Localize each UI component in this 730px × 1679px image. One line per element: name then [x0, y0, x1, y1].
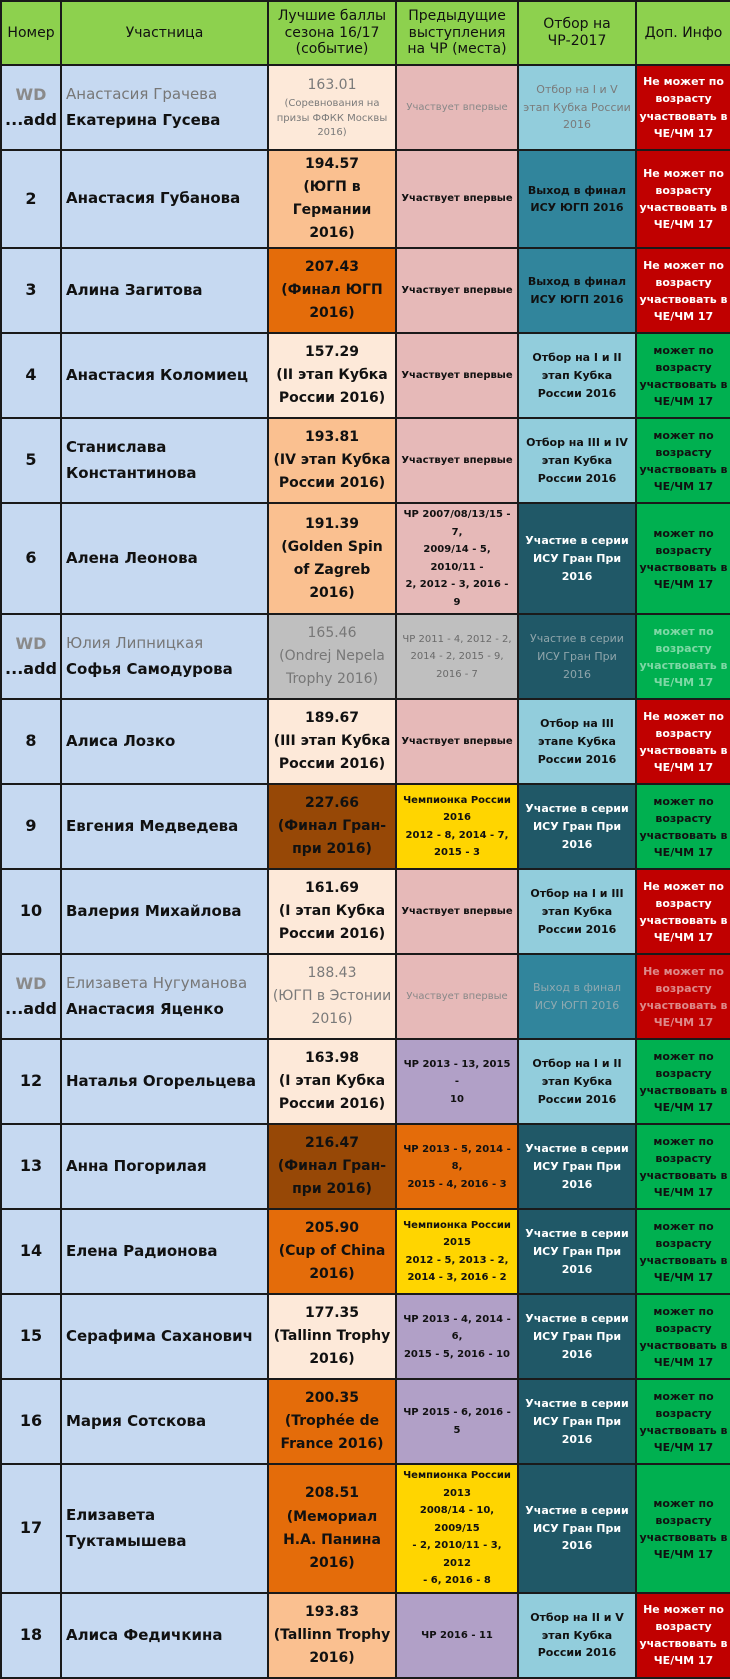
best-score-event: (Trophée de France 2016) [280, 1413, 384, 1453]
selection-cell [518, 418, 636, 503]
previous-results-line: - 2, 2010/11 - 3, 2012 [412, 1540, 502, 1569]
table-row [1, 248, 730, 333]
best-score-cell [268, 1039, 396, 1124]
participant-cell [61, 614, 268, 699]
extra-info-cell [636, 1039, 730, 1124]
extra-info-text: может по возрасту участвовать в ЧЕ/ЧМ 17 [639, 1304, 728, 1369]
previous-results-line: ЧР 2007/08/13/15 - 7, [403, 509, 511, 538]
best-score-cell [268, 1124, 396, 1209]
best-score-event: (I этап Кубка России 2016) [278, 903, 386, 943]
previous-results-line: 2008/14 - 10, 2009/15 [419, 1505, 495, 1534]
row-number-cell [1, 784, 61, 869]
row-number-cell [1, 418, 61, 503]
best-score-cell [268, 1593, 396, 1678]
selection-text: Отбор на III и IV этап Кубка России 2016 [526, 436, 628, 485]
best-score-value: 163.98 [304, 1050, 360, 1067]
selection-cell [518, 1039, 636, 1124]
table-row [1, 1464, 730, 1593]
participant-name: Анастасия Яценко [66, 999, 224, 1018]
best-score-value: 194.57 [304, 156, 360, 172]
extra-info-cell [636, 333, 730, 418]
participant-name: Анастасия Коломиец [66, 366, 248, 385]
best-score-event: (Мемориал Н.А. Панина 2016) [283, 1508, 381, 1571]
selection-text: Отбор на I и II этап Кубка России 2016 [532, 1057, 622, 1106]
best-score-cell [268, 333, 396, 418]
participant-cell [61, 1039, 268, 1124]
best-score-value: 165.46 [307, 625, 357, 642]
participant-cell [61, 1124, 268, 1209]
withdrawn-participant-name: Елизавета Нугуманова [66, 974, 248, 993]
participant-name: Екатерина Гусева [66, 110, 221, 129]
previous-results-line: ЧР 2013 - 13, 2015 - [403, 1058, 511, 1088]
previous-results-line: Участвует впервые [406, 101, 508, 113]
best-score-cell [268, 869, 396, 954]
best-score-event: (Соревнования на призы ФФКК Москвы 2016) [276, 98, 388, 139]
selection-text: Выход в финал ИСУ ЮГП 2016 [527, 275, 627, 306]
extra-info-text: Не может по возрасту участвовать в ЧЕ/ЧМ 17 [639, 258, 728, 323]
participant-cell [61, 1379, 268, 1464]
row-number: 4 [25, 365, 37, 385]
table-row [1, 1039, 730, 1124]
row-number: WD [15, 634, 47, 654]
extra-info-cell [636, 65, 730, 150]
selection-text: Отбор на II и V этап Кубка России 2016 [530, 1610, 624, 1660]
extra-info-cell [636, 1124, 730, 1209]
table-row [1, 1593, 730, 1678]
extra-info-text: может по возрасту участвовать в ЧЕ/ЧМ 17 [639, 1049, 728, 1114]
best-score-value: 177.35 [304, 1305, 360, 1322]
previous-results-line: ЧР 2015 - 6, 2016 - 5 [403, 1407, 511, 1436]
participant-name: Наталья Огорельцева [66, 1072, 256, 1091]
selection-cell [518, 1209, 636, 1294]
extra-info-text: может по возрасту участвовать в ЧЕ/ЧМ 17 [639, 526, 728, 591]
participant-cell [61, 333, 268, 418]
selection-text: Участие в серии ИСУ Гран При 2016 [525, 1504, 629, 1553]
previous-results-cell [396, 954, 518, 1039]
row-number-add: ...add [5, 658, 57, 678]
row-number: 8 [25, 731, 37, 751]
best-score-value: 200.35 [304, 1390, 360, 1407]
extra-info-text: Не может по возрасту участвовать в ЧЕ/ЧМ 17 [639, 75, 728, 140]
participant-cell [61, 248, 268, 333]
extra-info-cell [636, 1209, 730, 1294]
row-number: 5 [25, 450, 37, 470]
row-number: 12 [19, 1071, 43, 1091]
previous-results-line: Чемпионка России 2013 [403, 1470, 511, 1499]
participant-name: Станислава Константинова [66, 438, 197, 482]
previous-results-line: 2012 - 5, 2013 - 2, [405, 1254, 509, 1266]
extra-info-text: Не может по возрасту участвовать в ЧЕ/ЧМ 17 [639, 167, 728, 232]
withdrawn-participant-name: Анастасия Грачева [66, 85, 218, 103]
table-row [1, 954, 730, 1039]
best-score-event: (Финал ЮГП 2016) [281, 282, 383, 322]
selection-cell [518, 333, 636, 418]
selection-cell [518, 784, 636, 869]
best-score-value: 189.67 [304, 710, 360, 727]
best-score-cell [268, 1294, 396, 1379]
participant-name: Валерия Михайлова [66, 902, 242, 921]
participant-cell [61, 954, 268, 1039]
previous-results-cell [396, 418, 518, 503]
table-row [1, 1209, 730, 1294]
header-previous-results: Предыдущие выступления на ЧР (места) [396, 1, 518, 65]
participant-cell [61, 1464, 268, 1593]
extra-info-cell [636, 1379, 730, 1464]
previous-results-line: 2, 2012 - 3, 2016 - 9 [405, 579, 509, 608]
selection-text: Участие в серии ИСУ Гран При 2016 [525, 802, 629, 851]
extra-info-text: может по возрасту участвовать в ЧЕ/ЧМ 17 [639, 343, 728, 408]
previous-results-line: - 6, 2016 - 8 [423, 1575, 491, 1587]
selection-text: Выход в финал ИСУ ЮГП 2016 [532, 981, 622, 1012]
extra-info-text: может по возрасту участвовать в ЧЕ/ЧМ 17 [639, 794, 728, 859]
row-number-cell [1, 1464, 61, 1593]
best-score-cell [268, 954, 396, 1039]
previous-results-line: Участвует впервые [401, 455, 513, 467]
header-participant: Участница [61, 1, 268, 65]
selection-text: Участие в серии ИСУ Гран При 2016 [525, 534, 629, 583]
previous-results-line: Участвует впервые [401, 906, 513, 918]
best-score-value: 207.43 [304, 259, 360, 276]
participant-name: Анастасия Губанова [66, 189, 241, 208]
row-number: 14 [19, 1241, 43, 1261]
previous-results-cell [396, 248, 518, 333]
participant-cell [61, 150, 268, 248]
participant-cell [61, 784, 268, 869]
selection-cell [518, 150, 636, 248]
table-row [1, 784, 730, 869]
participant-cell [61, 1209, 268, 1294]
selection-cell [518, 869, 636, 954]
best-score-cell [268, 614, 396, 699]
row-number-cell [1, 869, 61, 954]
previous-results-line: Участвует впервые [401, 193, 513, 205]
extra-info-text: Не может по возрасту участвовать в ЧЕ/ЧМ 17 [639, 1603, 728, 1668]
extra-info-text: может по возрасту участвовать в ЧЕ/ЧМ 17 [639, 1134, 728, 1199]
best-score-event: (ЮГП в Германии 2016) [292, 179, 372, 242]
selection-text: Отбор на I и III этап Кубка России 2016 [530, 887, 624, 936]
best-score-value: 227.66 [304, 795, 360, 812]
row-number-cell [1, 1294, 61, 1379]
previous-results-line: Участвует впервые [401, 370, 513, 382]
table-row [1, 699, 730, 784]
previous-results-line: ЧР 2016 - 11 [421, 1629, 493, 1641]
previous-results-line: 2015 - 3 [434, 847, 480, 859]
row-number: WD [15, 84, 47, 104]
row-number-cell [1, 248, 61, 333]
previous-results-line: Чемпионка России 2015 [403, 1219, 511, 1249]
participant-name: Алена Леонова [66, 549, 198, 568]
best-score-value: 193.83 [304, 1603, 360, 1620]
extra-info-cell [636, 418, 730, 503]
previous-results-line: 10 [450, 1093, 464, 1105]
best-score-cell [268, 1464, 396, 1593]
previous-results-line: 2014 - 2, 2015 - 9, [410, 651, 504, 663]
selection-cell [518, 954, 636, 1039]
best-score-event: (ЮГП в Эстонии 2016) [272, 988, 392, 1028]
row-number-cell [1, 503, 61, 614]
previous-results-cell [396, 333, 518, 418]
participant-name: Софья Самодурова [66, 659, 233, 678]
selection-text: Участие в серии ИСУ Гран При 2016 [525, 1142, 629, 1191]
header-extra-info: Доп. Инфо [636, 1, 730, 65]
row-number: 2 [25, 188, 37, 208]
selection-text: Участие в серии ИСУ Гран При 2016 [530, 632, 624, 681]
previous-results-line: 2015 - 4, 2016 - 3 [407, 1178, 507, 1190]
selection-text: Участие в серии ИСУ Гран При 2016 [525, 1312, 629, 1361]
best-score-cell [268, 248, 396, 333]
selection-cell [518, 1379, 636, 1464]
table-row [1, 1294, 730, 1379]
selection-text: Отбор на III этапе Кубка России 2016 [537, 717, 617, 766]
best-score-value: 188.43 [307, 965, 357, 982]
previous-results-cell [396, 1593, 518, 1678]
participant-cell [61, 503, 268, 614]
row-number: 16 [19, 1411, 43, 1431]
row-number-cell [1, 1379, 61, 1464]
participant-cell [61, 1294, 268, 1379]
selection-text: Выход в финал ИСУ ЮГП 2016 [527, 183, 627, 215]
extra-info-cell [636, 869, 730, 954]
extra-info-cell [636, 248, 730, 333]
row-number-cell [1, 333, 61, 418]
row-number: 17 [19, 1518, 43, 1538]
participant-cell [61, 418, 268, 503]
best-score-cell [268, 418, 396, 503]
previous-results-line: Участвует впервые [401, 736, 513, 748]
row-number-cell [1, 1039, 61, 1124]
participant-name: Алина Загитова [66, 281, 203, 300]
participant-name: Мария Сотскова [66, 1412, 207, 1431]
best-score-event: (II этап Кубка России 2016) [276, 367, 388, 407]
row-number: WD [15, 974, 47, 994]
best-score-cell [268, 784, 396, 869]
table-row [1, 65, 730, 150]
extra-info-cell [636, 1294, 730, 1379]
previous-results-cell [396, 65, 518, 150]
header-best-score: Лучшие баллы сезона 16/17 (событие) [268, 1, 396, 65]
previous-results-line: Чемпионка России 2016 [403, 794, 511, 824]
extra-info-cell [636, 784, 730, 869]
table-row [1, 1124, 730, 1209]
extra-info-cell [636, 954, 730, 1039]
best-score-event: (III этап Кубка России 2016) [273, 733, 391, 773]
best-score-value: 216.47 [304, 1135, 360, 1152]
row-number: 15 [19, 1326, 43, 1346]
participant-name: Алиса Федичкина [66, 1625, 223, 1644]
previous-results-cell [396, 1209, 518, 1294]
selection-cell [518, 1124, 636, 1209]
previous-results-line: 2012 - 8, 2014 - 7, [405, 829, 509, 841]
participant-cell [61, 1593, 268, 1678]
selection-cell [518, 1593, 636, 1678]
best-score-cell [268, 503, 396, 614]
extra-info-cell [636, 699, 730, 784]
table-row [1, 503, 730, 614]
table-row [1, 1379, 730, 1464]
extra-info-text: может по возрасту участвовать в ЧЕ/ЧМ 17 [639, 624, 728, 689]
extra-info-cell [636, 1464, 730, 1593]
previous-results-cell [396, 150, 518, 248]
best-score-cell [268, 699, 396, 784]
row-number-cell [1, 65, 61, 150]
extra-info-text: Не может по возрасту участвовать в ЧЕ/ЧМ 17 [639, 964, 728, 1029]
selection-cell [518, 699, 636, 784]
previous-results-cell [396, 1039, 518, 1124]
row-number-cell [1, 1593, 61, 1678]
header-selection: Отбор на ЧР-2017 [518, 1, 636, 65]
extra-info-cell [636, 150, 730, 248]
extra-info-text: может по возрасту участвовать в ЧЕ/ЧМ 17 [639, 428, 728, 493]
previous-results-line: 2015 - 5, 2016 - 10 [403, 1348, 511, 1360]
best-score-event: (Tallinn Trophy 2016) [273, 1328, 391, 1368]
extra-info-text: Не может по возрасту участвовать в ЧЕ/ЧМ 17 [639, 709, 728, 774]
extra-info-cell [636, 503, 730, 614]
row-number-cell [1, 614, 61, 699]
previous-results-cell [396, 1464, 518, 1593]
participant-cell [61, 65, 268, 150]
header-number: Номер [1, 1, 61, 65]
previous-results-cell [396, 1294, 518, 1379]
participant-name: Елена Радионова [66, 1242, 218, 1261]
best-score-value: 191.39 [304, 515, 360, 532]
best-score-event: (Golden Spin of Zagreb 2016) [281, 538, 383, 601]
row-number: 10 [19, 901, 43, 921]
participant-name: Анна Погорилая [66, 1157, 207, 1176]
best-score-value: 205.90 [304, 1220, 360, 1237]
extra-info-cell [636, 614, 730, 699]
row-number-cell [1, 150, 61, 248]
row-number-cell [1, 1209, 61, 1294]
previous-results-cell [396, 614, 518, 699]
previous-results-line: ЧР 2013 - 5, 2014 - 8, [403, 1143, 511, 1173]
previous-results-line: Участвует впервые [406, 991, 508, 1003]
table-body [1, 65, 730, 1678]
previous-results-line: 2009/14 - 5, 2010/11 - [423, 544, 491, 573]
row-number-add: ...add [5, 998, 57, 1018]
best-score-event: (Cup of China 2016) [278, 1243, 386, 1283]
selection-text: Участие в серии ИСУ Гран При 2016 [525, 1397, 629, 1446]
best-score-event: (IV этап Кубка России 2016) [273, 452, 391, 492]
best-score-event: (Финал Гран-при 2016) [277, 818, 387, 858]
selection-text: Отбор на I и V этап Кубка России 2016 [523, 83, 631, 132]
previous-results-cell [396, 784, 518, 869]
row-number: 6 [25, 548, 37, 568]
selection-cell [518, 1294, 636, 1379]
participant-name: Евгения Медведева [66, 817, 239, 836]
previous-results-line: ЧР 2013 - 4, 2014 - 6, [403, 1313, 511, 1343]
previous-results-cell [396, 1124, 518, 1209]
best-score-value: 193.81 [304, 429, 360, 446]
participant-name: Елизавета Туктамышева [66, 1506, 187, 1550]
table-header [1, 1, 730, 65]
previous-results-line: ЧР 2011 - 4, 2012 - 2, [402, 633, 512, 645]
previous-results-line: 2014 - 3, 2016 - 2 [407, 1272, 507, 1284]
row-number: 3 [25, 280, 37, 300]
previous-results-cell [396, 1379, 518, 1464]
row-number-cell [1, 699, 61, 784]
extra-info-text: Не может по возрасту участвовать в ЧЕ/ЧМ 17 [639, 879, 728, 944]
extra-info-cell [636, 1593, 730, 1678]
best-score-cell [268, 1379, 396, 1464]
best-score-event: (Финал Гран-при 2016) [277, 1158, 387, 1198]
best-score-cell [268, 1209, 396, 1294]
selection-cell [518, 1464, 636, 1593]
row-number-cell [1, 954, 61, 1039]
selection-text: Отбор на I и II этап Кубка России 2016 [532, 351, 622, 400]
table-row [1, 418, 730, 503]
withdrawn-participant-name: Юлия Липницкая [66, 634, 204, 653]
table-row [1, 150, 730, 248]
row-number-cell [1, 1124, 61, 1209]
participant-cell [61, 869, 268, 954]
row-number: 13 [19, 1156, 43, 1176]
extra-info-text: может по возрасту участвовать в ЧЕ/ЧМ 17 [639, 1389, 728, 1454]
participant-name: Серафима Саханович [66, 1327, 253, 1346]
selection-cell [518, 248, 636, 333]
previous-results-cell [396, 869, 518, 954]
table-row [1, 614, 730, 699]
best-score-cell [268, 65, 396, 150]
row-number: 9 [25, 816, 37, 836]
best-score-value: 163.01 [307, 77, 357, 94]
best-score-value: 157.29 [304, 344, 360, 361]
participant-name: Алиса Лозко [66, 732, 176, 751]
selection-cell [518, 65, 636, 150]
selection-cell [518, 503, 636, 614]
selection-cell [518, 614, 636, 699]
previous-results-cell [396, 503, 518, 614]
best-score-event: (I этап Кубка России 2016) [278, 1073, 386, 1113]
table-row [1, 333, 730, 418]
row-number: 18 [19, 1624, 43, 1644]
row-number-add: ...add [5, 109, 57, 129]
participant-cell [61, 699, 268, 784]
best-score-value: 208.51 [304, 1485, 360, 1502]
extra-info-text: может по возрасту участвовать в ЧЕ/ЧМ 17 [639, 1219, 728, 1284]
selection-text: Участие в серии ИСУ Гран При 2016 [525, 1227, 629, 1276]
best-score-event: (Tallinn Trophy 2016) [273, 1626, 391, 1666]
previous-results-line: 2016 - 7 [436, 668, 478, 680]
previous-results-line: Участвует впервые [401, 285, 513, 297]
best-score-value: 161.69 [304, 880, 360, 897]
best-score-cell [268, 150, 396, 248]
extra-info-text: может по возрасту участвовать в ЧЕ/ЧМ 17 [639, 1496, 728, 1561]
previous-results-cell [396, 699, 518, 784]
best-score-event: (Ondrej Nepela Trophy 2016) [279, 648, 385, 688]
table-row [1, 869, 730, 954]
